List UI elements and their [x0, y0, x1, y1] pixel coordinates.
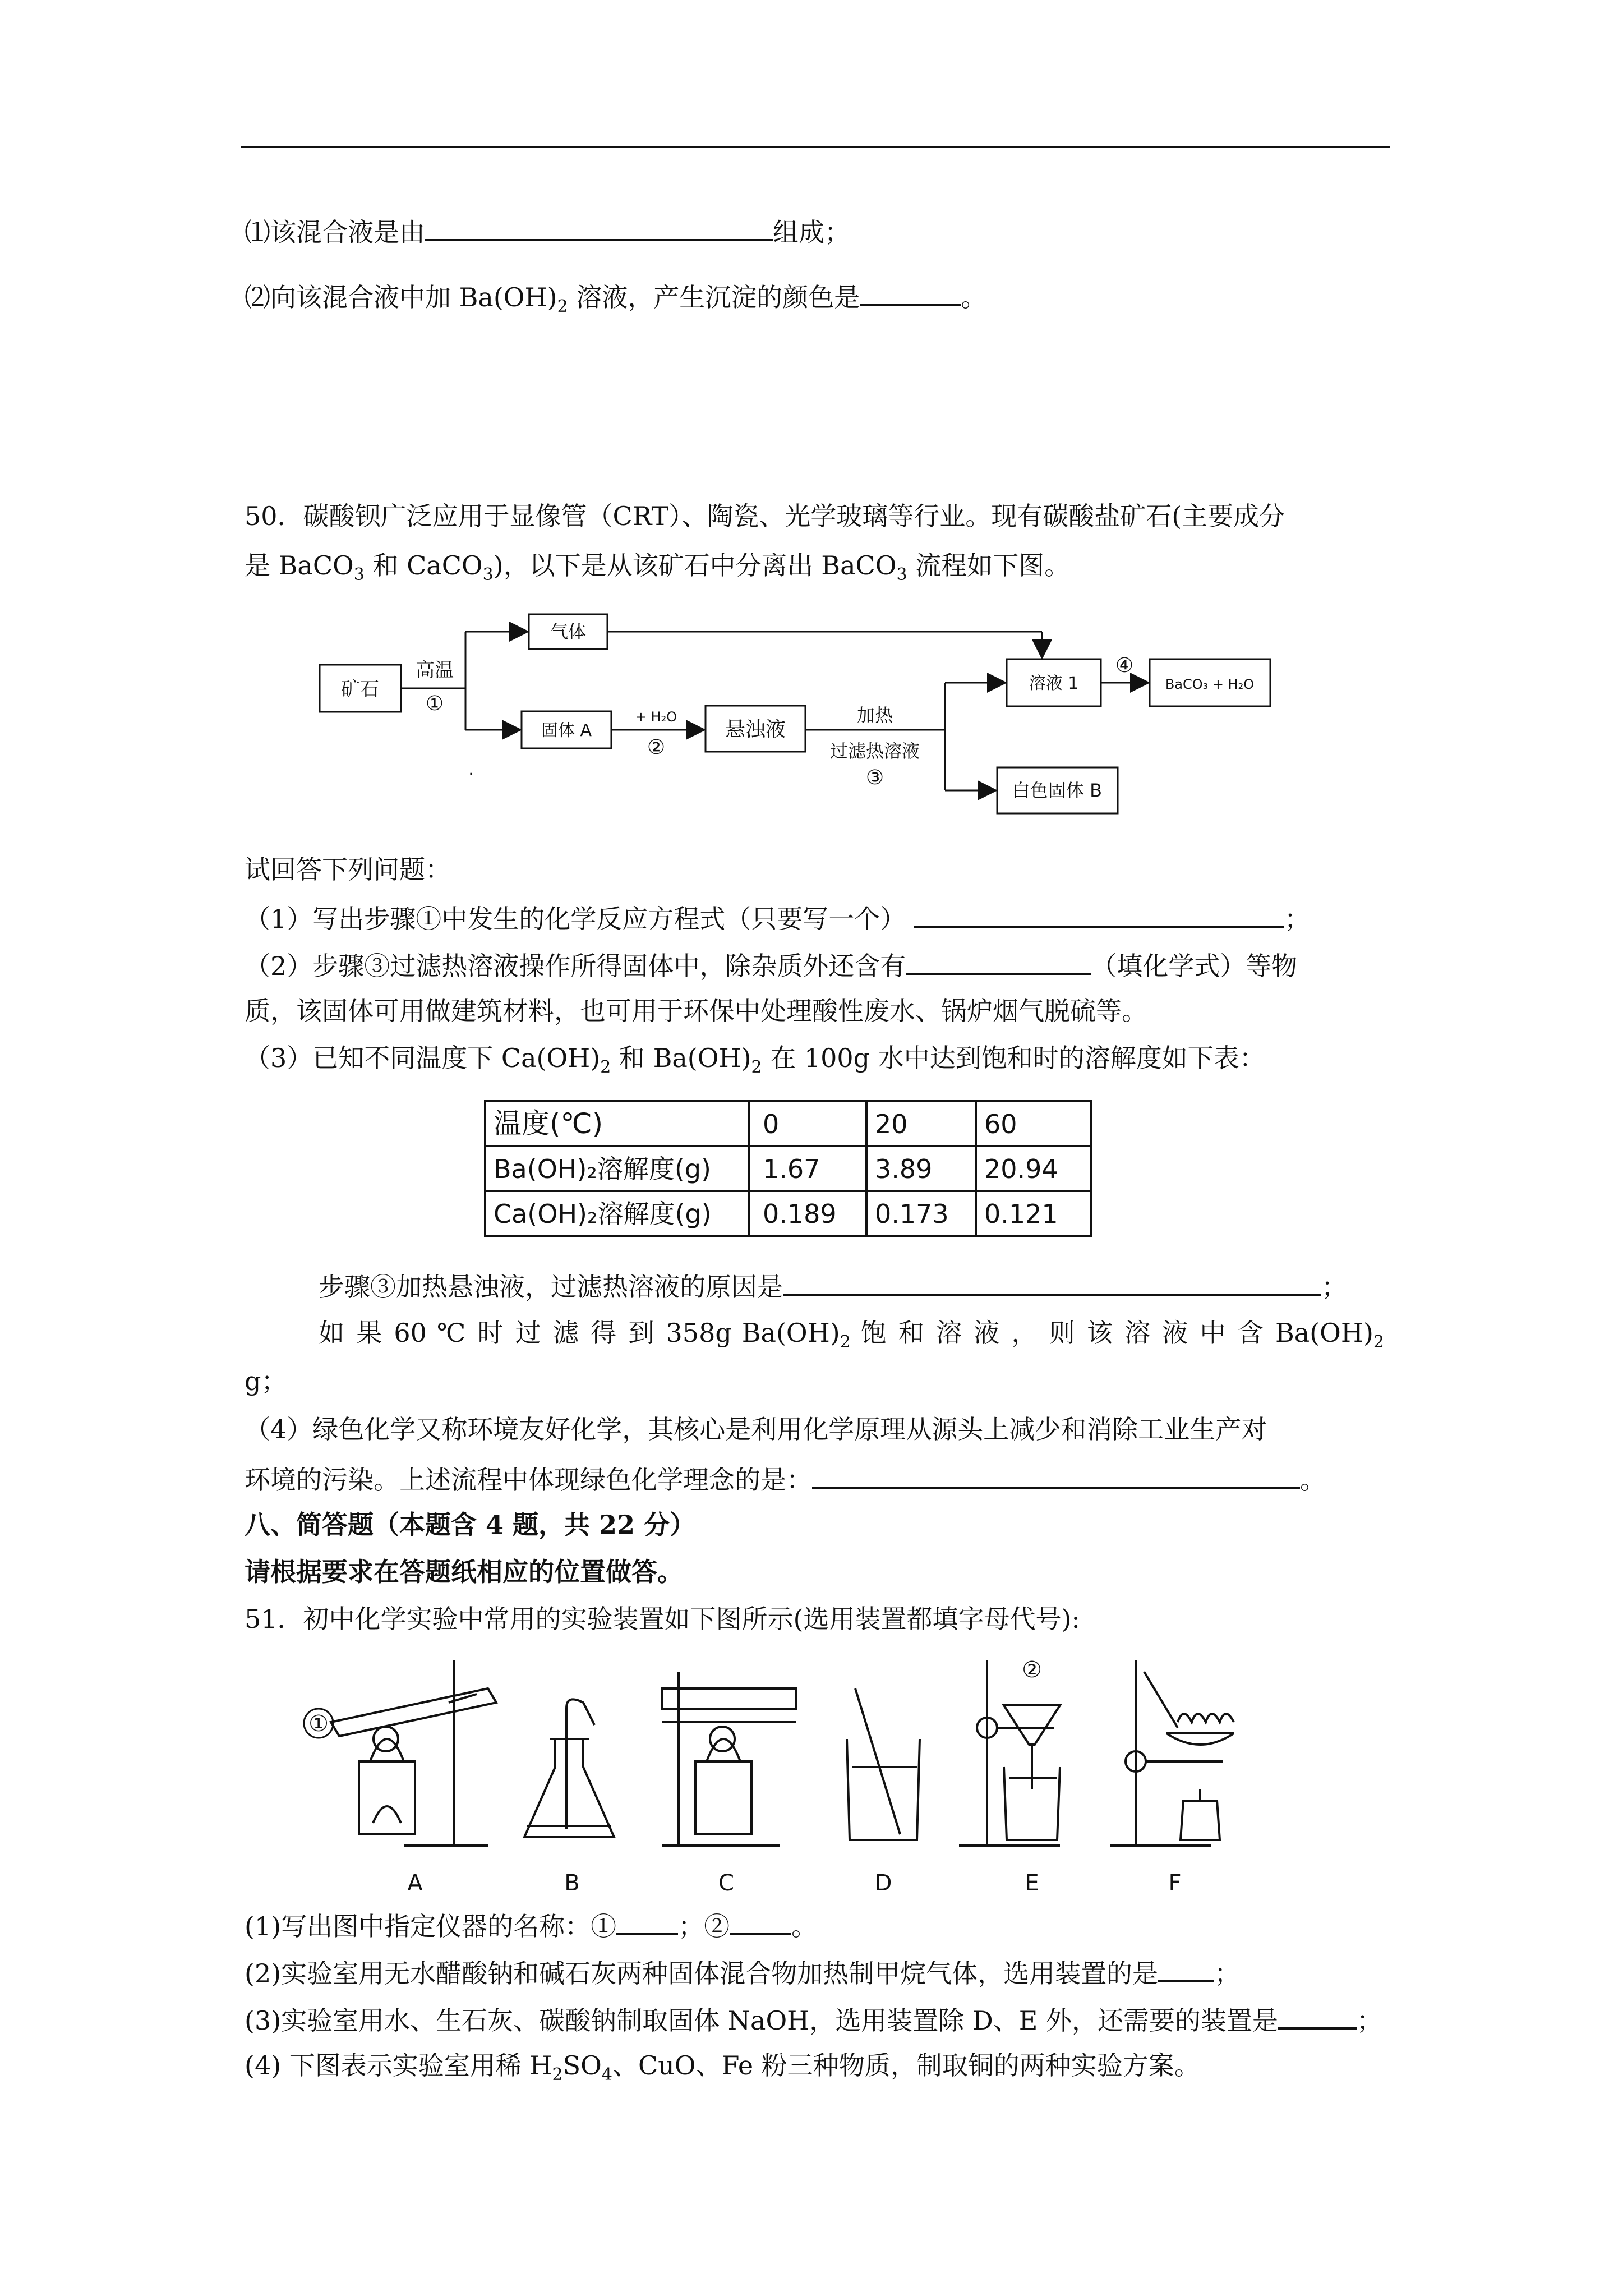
- stray-dot: ·: [468, 765, 474, 784]
- q50-intro-line1: 50．碳酸钡广泛应用于显像管（CRT）、陶瓷、光学玻璃等行业。现有碳酸盐矿石(主要成分: [245, 501, 1285, 531]
- q50-sub3-intro: （3）已知不同温度下 $Ca(OH)_2$ 和 $Ba(OH)_2$ 在 100g 水中达到饱和时的溶解度如下表：: [245, 1043, 1265, 1078]
- section-8-note: 请根据要求在答题纸相应的位置做答。: [245, 1557, 683, 1587]
- table-cell: 0.121: [984, 1199, 1058, 1229]
- answer-blank[interactable]: [783, 1268, 1321, 1296]
- answer-blank[interactable]: [1158, 1954, 1214, 1982]
- label-f: F: [1168, 1870, 1182, 1896]
- q51-part2: (2)实验室用无水醋酸钠和碱石灰两种固体混合物加热制甲烷气体，选用装置的是 ；: [245, 1954, 1240, 1990]
- apparatus-figure: [303, 1655, 1290, 1902]
- q50-sub3-reason: 步骤③加热悬浊液，过滤热溶液的原因是 ；: [319, 1268, 1347, 1304]
- label-c: C: [718, 1870, 734, 1896]
- q51-part3: (3)实验室用水、生石灰、碳酸钠制取固体 NaOH，选用装置除 D、E 外，还需要的装置是 ；: [245, 2001, 1382, 2037]
- label-step2: ②: [647, 736, 666, 759]
- q50-intro-line2: 是 BaCO$_3$ 和 CaCO$_3$)，以下是从该矿石中分离出 BaCO$_3$ 流程如下图。: [245, 550, 1071, 585]
- label-b: B: [564, 1870, 580, 1896]
- answer-intro: 试回答下列问题：: [245, 854, 451, 885]
- apparatus-f: [1110, 1660, 1234, 1846]
- section-8-title: 八、简答题（本题含 4 题，共 22 分）: [245, 1510, 696, 1540]
- table-header-0: 0: [763, 1109, 780, 1139]
- table-row-ba-label: Ba(OH)₂溶解度(g): [494, 1154, 711, 1184]
- apparatus-c: [662, 1672, 796, 1846]
- q50-sub2-line2: 质，该固体可用做建筑材料，也可用于环保中处理酸性废水、锅炉烟气脱硫等。: [245, 996, 1147, 1026]
- label-filter-hot: 过滤热溶液: [829, 740, 920, 762]
- label-high-temp: 高温: [416, 659, 454, 682]
- label-product: BaCO₃ + H₂O: [1165, 677, 1255, 692]
- table-cell: 20.94: [984, 1154, 1058, 1184]
- label-a: A: [407, 1870, 423, 1896]
- answer-blank[interactable]: [914, 900, 1284, 928]
- q50-sub4-line2: 环境的污染。上述流程中体现绿色化学理念的是： 。: [245, 1461, 1326, 1497]
- apparatus-e: [959, 1660, 1060, 1846]
- label-solid-a: 固体 A: [541, 721, 592, 740]
- label-d: D: [874, 1870, 892, 1896]
- q51-part1: (1)写出图中指定仪器的名称：① ；② 。: [245, 1907, 817, 1943]
- label-heat: 加热: [856, 705, 893, 726]
- q50-sub3-calc-unit: g；: [245, 1366, 287, 1396]
- label-step3: ③: [865, 766, 884, 789]
- q49-part2: ⑵向该混合液中加 $Ba(OH)_2$ 溶液，产生沉淀的颜色是 。: [245, 278, 986, 314]
- label-suspension: 悬浊液: [725, 718, 786, 741]
- q50-sub4-line1: （4）绿色化学又称环境友好化学，其核心是利用化学原理从源头上减少和消除工业生产对: [245, 1414, 1267, 1444]
- table-cell: 0.173: [875, 1199, 949, 1229]
- header-rule: [241, 146, 1390, 148]
- table-header-20: 20: [875, 1109, 908, 1139]
- q50-sub1: （1）写出步骤①中发生的化学反应方程式（只要写一个） ；: [245, 900, 1310, 936]
- table-cell: 0.189: [763, 1199, 837, 1229]
- label-plus-water: + H₂O: [635, 709, 677, 725]
- q49-part1: ⑴该混合液是由 组成；: [245, 213, 850, 249]
- solubility-table: [482, 1098, 1099, 1244]
- label-step4: ④: [1115, 654, 1134, 677]
- label-step1: ①: [425, 692, 444, 715]
- label-mark-1: ①: [308, 1711, 329, 1737]
- q51-intro: 51．初中化学实验中常用的实验装置如下图所示(选用装置都填字母代号):: [245, 1604, 1080, 1634]
- table-header-temp: 温度(℃): [494, 1107, 603, 1140]
- label-white-solid: 白色固体 B: [1012, 780, 1103, 801]
- answer-blank[interactable]: [812, 1461, 1300, 1489]
- answer-blank[interactable]: [860, 278, 961, 306]
- q50-sub2-line1: （2）步骤③过滤热溶液操作所得固体中，除杂质外还含有 （填化学式）等物: [245, 947, 1297, 983]
- apparatus-a: [331, 1660, 496, 1846]
- answer-blank[interactable]: [906, 947, 1091, 975]
- label-gas: 气体: [550, 621, 587, 642]
- label-solution1: 溶液 1: [1029, 674, 1079, 693]
- label-mark-2: ②: [1022, 1657, 1042, 1683]
- q50-sub3-calc: 如 果 60 ℃ 时 过 滤 得 到 358g $Ba(OH)_2$ 饱 和 溶 液 ， 则 该 溶 液 中 含 $Ba(OH)_2$: [319, 1318, 1384, 1352]
- label-e: E: [1025, 1870, 1039, 1896]
- apparatus-d: [847, 1688, 920, 1840]
- table-cell: 1.67: [763, 1154, 820, 1184]
- label-ore: 矿石: [341, 678, 379, 701]
- answer-blank[interactable]: [425, 213, 773, 241]
- table-header-60: 60: [984, 1109, 1017, 1139]
- q51-part4: (4) 下图表示实验室用稀 $H_2SO_4$、CuO、Fe 粉三种物质，制取铜的两种实验方案。: [245, 2050, 1200, 2085]
- table-cell: 3.89: [875, 1154, 933, 1184]
- process-flow-diagram: [303, 606, 1346, 830]
- apparatus-b: [524, 1699, 614, 1837]
- answer-blank[interactable]: [616, 1907, 678, 1935]
- table-row-ca-label: Ca(OH)₂溶解度(g): [494, 1199, 712, 1229]
- answer-blank[interactable]: [730, 1907, 791, 1935]
- answer-blank[interactable]: [1278, 2001, 1357, 2030]
